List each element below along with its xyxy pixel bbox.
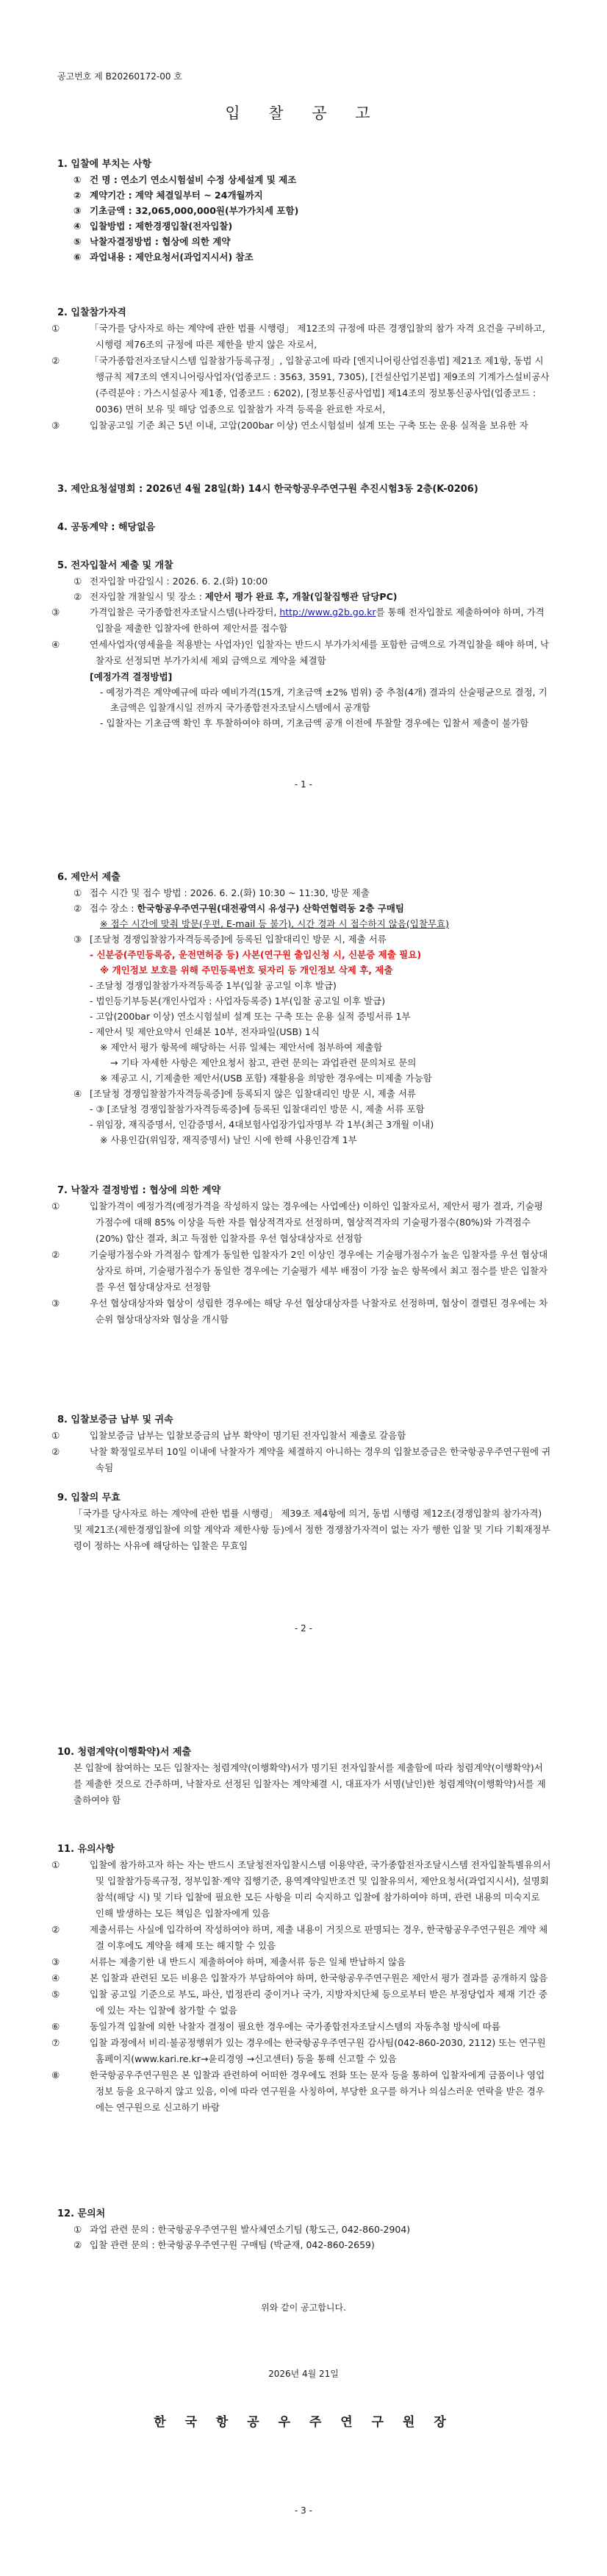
section-2: 2. 입찰참가자격 ① 「국가를 당사자로 하는 계약에 관한 법률 시행령」 제12조의 규정에 따른 경쟁입찰의 참가 자격 요건을 구비하고, 시행령 제76조의 규정에 따른 제한을 받지 않은 자로서, ② 「국가종합전자조달시스템 입찰참가등록규정」, 입찰공고에 따라 [엔지니어링산업진흥법] 제21조 제1항, 동법 시행규칙 제7조의 엔지니어링사업자(업종코드 : 3563, 3591, 7305), [건설산업기본법] 제9조의 기계가스설비공사(주력분야 : 가스시설공사 제1종, 업종코드 : 6202), [정보통신공사업법] 제14조의 정보통신공사업(업종코드 : 0036) 면허 보유 및 해당 업종으로 입찰참가 자격 등록을 완료한 자로서, ③ 입찰공고일 기준 최근 5년 이내, 고압(200bar 이상) 연소시험설비 설계 또는 구축 또는 운용 실적을 보유한 자 (57, 306, 551, 434)
section-10: 10. 청렴계약(이행확약)서 제출 본 입찰에 참여하는 모든 입찰자는 청렴계약(이행확약)서가 명기된 전자입찰서를 제출함에 따라 청렴계약(이행확약)서를 제출한 것으로 간주하며, 낙찰자로 선정된 입찰자는 계약체결 시, 대표자가 서명(날인)한 청렴계약(이행확약)서를 제출하여야 함 (57, 1745, 551, 1808)
closing-text: 위와 같이 공고합니다. (261, 2303, 346, 2313)
section-1: 1. 입찰에 부치는 사항 ① 건 명 : 연소기 연소시험설비 수정 상세설계 및 제조 ② 계약기간 : 계약 체결일부터 ~ 24개월까지 ③ 기초금액 : 32,065,000,000원(부가가치세 포함) ④ 입찰방법 : 제한경쟁입찰(전자입찰) ⑤ 낙찰자결정방법 : 협상에 의한 계약 ⑥ 과업내용 : 제안요청서(과업지시서) 참조 (57, 157, 551, 265)
section-heading: 1. 입찰에 부치는 사항 (57, 159, 152, 170)
notice-number: 공고번호 제 B20260172-00 호 (57, 71, 182, 82)
section-9: 9. 입찰의 무효 「국가를 당사자로 하는 계약에 관한 법률 시행령」 제39조 제4항에 의거, 동법 시행령 제12조(경쟁입찰의 참가자격) 및 제21조(제한경쟁입찰에 의할 계약과 제한사항 등)에서 정한 경쟁참가자격이 없는 자가 행한 입찰 및 기타 기획재정부령이 정하는 사유에 해당하는 입찰은 무효임 (57, 1492, 550, 1551)
section-heading: 7. 낙찰자 결정방법 : 협상에 의한 계약 (57, 1185, 221, 1196)
item-text: 건 명 : 연소기 연소시험설비 수정 상세설계 및 제조 (90, 174, 297, 185)
item-text: 입찰방법 : 제한경쟁입찰(전자입찰) (90, 221, 233, 232)
section-5: 5. 전자입찰서 제출 및 개찰 ① 전자입찰 마감일시 : 2026. 6. 2.(화) 10:00 ② 전자입찰 개찰일시 및 장소 : 제안서 평가 완료 후, 개찰(입찰집행관 담당PC) ③ 가격입찰은 국가종합전자조달시스템(나라장터, http://www.g2b.go.kr를 통해 전자입찰로 제출하여야 하며, 가격입찰을 제출한 입찰자에 한하여 제안서를 접수함 ④ 연세사업자(영세율을 적용받는 사업자)인 입찰자는 반드시 부가가치세를 포함한 금액으로 가격입찰을 해야 하며, 낙찰자로 선정되면 부가가치세 제외 금액으로 계약을 체결함 [예정가격 결정방법] - 예정가격은 계약예규에 따라 예비가격(15개, 기초금액 ±2% 범위) 중 추첨(4개) 결과의 산술평균으로 결정, 기초금액은 입찰개시일 전까지 국가종합전자조달시스템에서 공개함 - 입찰자는 기초금액 확인 후 투찰하여야 하며, 기초금액 공개 이전에 투찰할 경우에는 입찰서 제출이 불가함 (57, 559, 551, 731)
item-text: 「국가종합전자조달시스템 입찰참가등록규정」, 입찰공고에 따라 [엔지니어링산업진흥법] 제21조 제1항, 동법 시행규칙 제7조의 엔지니어링사업자(업종코드 : 3563, 3591, 7305), [건설산업기본법] 제9조의 기계가스설비공사(주력분야 : 가스시설공사 제1종, 업종코드 : 6202), [정보통신공사업법] 제14조의 정보통신공사업(업종코드 : 0036) 면허 보유 및 해당 업종으로 입찰참가 자격 등록을 완료한 자로서, (90, 355, 550, 415)
section-7: 7. 낙찰자 결정방법 : 협상에 의한 계약 ① 입찰가격이 예정가격(예정가격을 작성하지 않는 경우에는 사업예산) 이하인 입찰자로서, 제안서 평가 결과, 기술평가점수에 대해 85% 이상을 득한 자를 협상적격자로 선정하며, 협상적격자의 기술평가점수(80%)와 가격점수(20%) 합산 결과, 최고 득점한 입찰자를 우선 협상대상자로 선정함 ② 기술평가점수와 가격점수 합계가 동일한 입찰자가 2인 이상인 경우에는 기술평가점수가 높은 입찰자를 우선 협상대상자로 하며, 기술평가점수가 동일한 경우에는 기술평가 세부 배점이 가장 높은 항목에서 최고 점수를 받은 입찰자를 우선 협상대상자로 선정함 ③ 우선 협상대상자와 협상이 성립한 경우에는 해당 우선 협상대상자를 낙찰자로 선정하며, 협상이 결렬된 경우에는 차순위 협상대상자와 협상을 개시함 (57, 1184, 551, 1328)
section-heading: 3. 제안요청설명회 : 2026년 4월 28일(화) 14시 한국항공우주연구원 추진시험3동 2층(K-0206) (57, 484, 478, 495)
page-1 (0, 0, 607, 853)
section-heading: 2. 입찰참가자격 (57, 307, 126, 318)
page-3 (0, 1713, 607, 2576)
section-4 (57, 520, 551, 535)
item-text: 과업내용 : 제안요청서(과업지시서) 참조 (90, 251, 254, 262)
item-text: 계약기간 : 계약 체결일부터 ~ 24개월까지 (90, 190, 263, 201)
section-8: 8. 입찰보증금 납부 및 귀속 ① 입찰보증금 납부는 입찰보증금의 납부 확약이 명기된 전자입찰서 제출로 갈음함 ② 낙찰 확정일로부터 10일 이내에 낙찰자가 계약을 체결하지 아니하는 경우의 입찰보증금은 한국항공우주연구원에 귀속됨 (51, 1414, 551, 1473)
section-heading: 6. 제안서 제출 (57, 872, 121, 883)
red-note: - 신분증(주민등록증, 운전면허증 등) 사본(연구원 출입신청 시, 신분증 제출 필요) (90, 949, 422, 960)
issuer-name: 한 국 항 공 우 주 연 구 원 장 (154, 2415, 453, 2430)
g2b-link[interactable]: http://www.g2b.go.kr (279, 607, 376, 618)
notice-date: 2026년 4월 21일 (268, 2369, 339, 2379)
section-heading: 12. 문의처 (57, 2208, 106, 2219)
item-text: 기초금액 : 32,065,000,000원(부가가치세 포함) (90, 205, 299, 216)
page-number: - 1 - (295, 779, 312, 790)
bullet: - 입찰자는 기초금액 확인 후 투찰하여야 하며, 기초금액 공개 이전에 투찰할 경우에는 입찰서 제출이 불가함 (100, 718, 529, 729)
section-3 (57, 482, 551, 497)
page-number: - 3 - (295, 2505, 312, 2516)
item-text: 입찰공고일 기준 최근 5년 이내, 고압(200bar 이상) 연소시험설비 설계 또는 구축 또는 운용 실적을 보유한 자 (90, 420, 528, 431)
page-number: - 2 - (295, 1623, 312, 1634)
section-12: 12. 문의처 ① 과업 관련 문의 : 한국항공우주연구원 발사체연소기팀 (황도근, 042-860-2904) ② 입찰 관련 문의 : 한국항공우주연구원 구매팀 (박균재, 042-860-2659) (57, 2207, 551, 2253)
page-title: 입 찰 공 고 (225, 104, 382, 122)
subheading: [예정가격 결정방법] (90, 671, 173, 682)
section-11: 11. 유의사항 ① 입찰에 참가하고자 하는 자는 반드시 조달청전자입찰시스템 이용약관, 국가종합전자조달시스템 전자입찰특별유의서 및 입찰참가등록규정, 정부입찰·계약 집행기준, 용역계약일반조건 및 입찰유의서, 제안요청서(과업지시서), 설명회 참석(해당 시) 및 기타 입찰에 필요한 모든 사항을 미리 숙지하고 입찰에 참가하여야 하며, 관련 내용의 미숙지로 인해 발생하는 모든 책임은 입찰자에게 있음 ② 제출서류는 사실에 입각하여 작성하여야 하며, 제출 내용이 거짓으로 판명되는 경우, 한국항공우주연구원은 계약 체결 이후에도 계약을 해제 또는 해지할 수 있음 ③ 서류는 제출기한 내 반드시 제출하여야 하며, 제출서류 등은 일체 반납하지 않음 ④ 본 입찰과 관련된 모든 비용은 입찰자가 부담하여야 하며, 한국항공우주연구원은 제안서 평가 결과를 공개하지 않음 ⑤ 입찰 공고일 기준으로 부도, 파산, 법정관리 중이거나 국가, 지방자치단체 등으로부터 받은 부정당업자 제재 기간 중에 있는 자는 입찰에 참가할 수 없음 ⑥ 동일가격 입찰에 의한 낙찰자 결정이 필요한 경우에는 국가종합전자조달시스템의 자동추첨 방식에 따름 ⑦ 입찰 과정에서 비리·불공정행위가 있는 경우에는 한국항공우주연구원 감사팀(042-860-2030, 2112) 또는 연구원 홈페이지(www.kari.re.kr→윤리경영 →신고센터) 등을 통해 신고할 수 있음 ⑧ 한국항공우주연구원은 본 입찰과 관련하여 어떠한 경우에도 전화 또는 문자 등을 통하여 입찰자에게 금품이나 영업 정보 등을 요구하지 않고 있음, 이에 따라 연구원을 사칭하여, 부당한 요구를 하거나 의심스러운 연락을 받은 경우에는 연구원으로 신고하기 바람 (51, 1844, 551, 2113)
note: ※ 접수 시간에 맞춰 방문(우편, E-mail 등 불가), 시간 경과 시 접수하지 않음(입찰무효) (100, 918, 449, 929)
item-text: 「국가를 당사자로 하는 계약에 관한 법률 시행령」 제12조의 규정에 따른 경쟁입찰의 참가 자격 요건을 구비하고, 시행령 제76조의 규정에 따른 제한을 받지 않은 자로서, (90, 323, 545, 350)
item-text: 낙찰자결정방법 : 협상에 의한 계약 (90, 236, 231, 247)
section-6: 6. 제안서 제출 ① 접수 시간 및 접수 방법 : 2026. 6. 2.(화) 10:30 ~ 11:30, 방문 제출 ② 접수 장소 : 한국항공우주연구원(대전광역시 유성구) 산학연협력동 2층 구매팀 ※ 접수 시간에 맞춰 방문(우편, E-mail 등 불가), 시간 경과 시 접수하지 않음(입찰무효) ③ [조달청 경쟁입찰참가자격등록증]에 등록된 입찰대리인 방문 시, 제출 서류 - 신분증(주민등록증, 운전면허증 등) 사본(연구원 출입신청 시, 신분증 제출 필요) ※ 개인정보 보호를 위해 주민등록번호 뒷자리 등 개인정보 삭제 후, 제출 - 조달청 경쟁입찰참가자격등록증 1부(입찰 공고일 이후 발급) - 법인등기부등본(개인사업자 : 사업자등록증) 1부(입찰 공고일 이후 발급) - 고압(200bar 이상) 연소시험설비 설계 또는 구축 또는 운용 실적 증빙서류 1부 - 제안서 및 제안요약서 인쇄본 10부, 전자파일(USB) 1식 ※ 제안서 평가 항목에 해당하는 서류 일체는 제안서에 첨부하여 제출함 → 기타 자세한 사항은 제안요청서 참고, 관련 문의는 과업관련 문의처로 문의 ※ 제공고 시, 기제출한 제안서(USB 포함) 재활용을 희망한 경우에는 미제출 가능함 ④ [조달청 경쟁입찰참가자격등록증]에 등록되지 않은 입찰대리인 방문 시, 제출 서류 - ③ [조달청 경쟁입찰참가자격등록증]에 등록된 입찰대리인 방문 시, 제출 서류 포함 - 위임장, 재직증명서, 인감증명서, 4대보험사업장가입자명부 각 1부(최근 3개월 이내) ※ 사용인감(위임장, 재직증명서) 날인 시에 한해 사용인감계 1부 (57, 870, 551, 1148)
bullet: - 예정가격은 계약예규에 따라 예비가격(15개, 기초금액 ±2% 범위) 중 추첨(4개) 결과의 산술평균으로 결정, 기초금액은 입찰개시일 전까지 국가종합전자조달시스템에서 공개함 (100, 687, 547, 713)
red-note: ※ 개인정보 보호를 위해 주민등록번호 뒷자리 등 개인정보 삭제 후, 제출 (100, 965, 393, 976)
page-2 (0, 853, 607, 1713)
section-heading: 5. 전자입찰서 제출 및 개찰 (57, 560, 173, 571)
section-heading: 11. 유의사항 (57, 1844, 115, 1855)
section-heading: 10. 청렴계약(이행확약)서 제출 (57, 1747, 192, 1758)
section-heading: 8. 입찰보증금 납부 및 귀속 (57, 1414, 173, 1425)
section-heading: 4. 공동계약 : 해당없음 (57, 522, 156, 533)
section-heading: 9. 입찰의 무효 (57, 1492, 121, 1503)
